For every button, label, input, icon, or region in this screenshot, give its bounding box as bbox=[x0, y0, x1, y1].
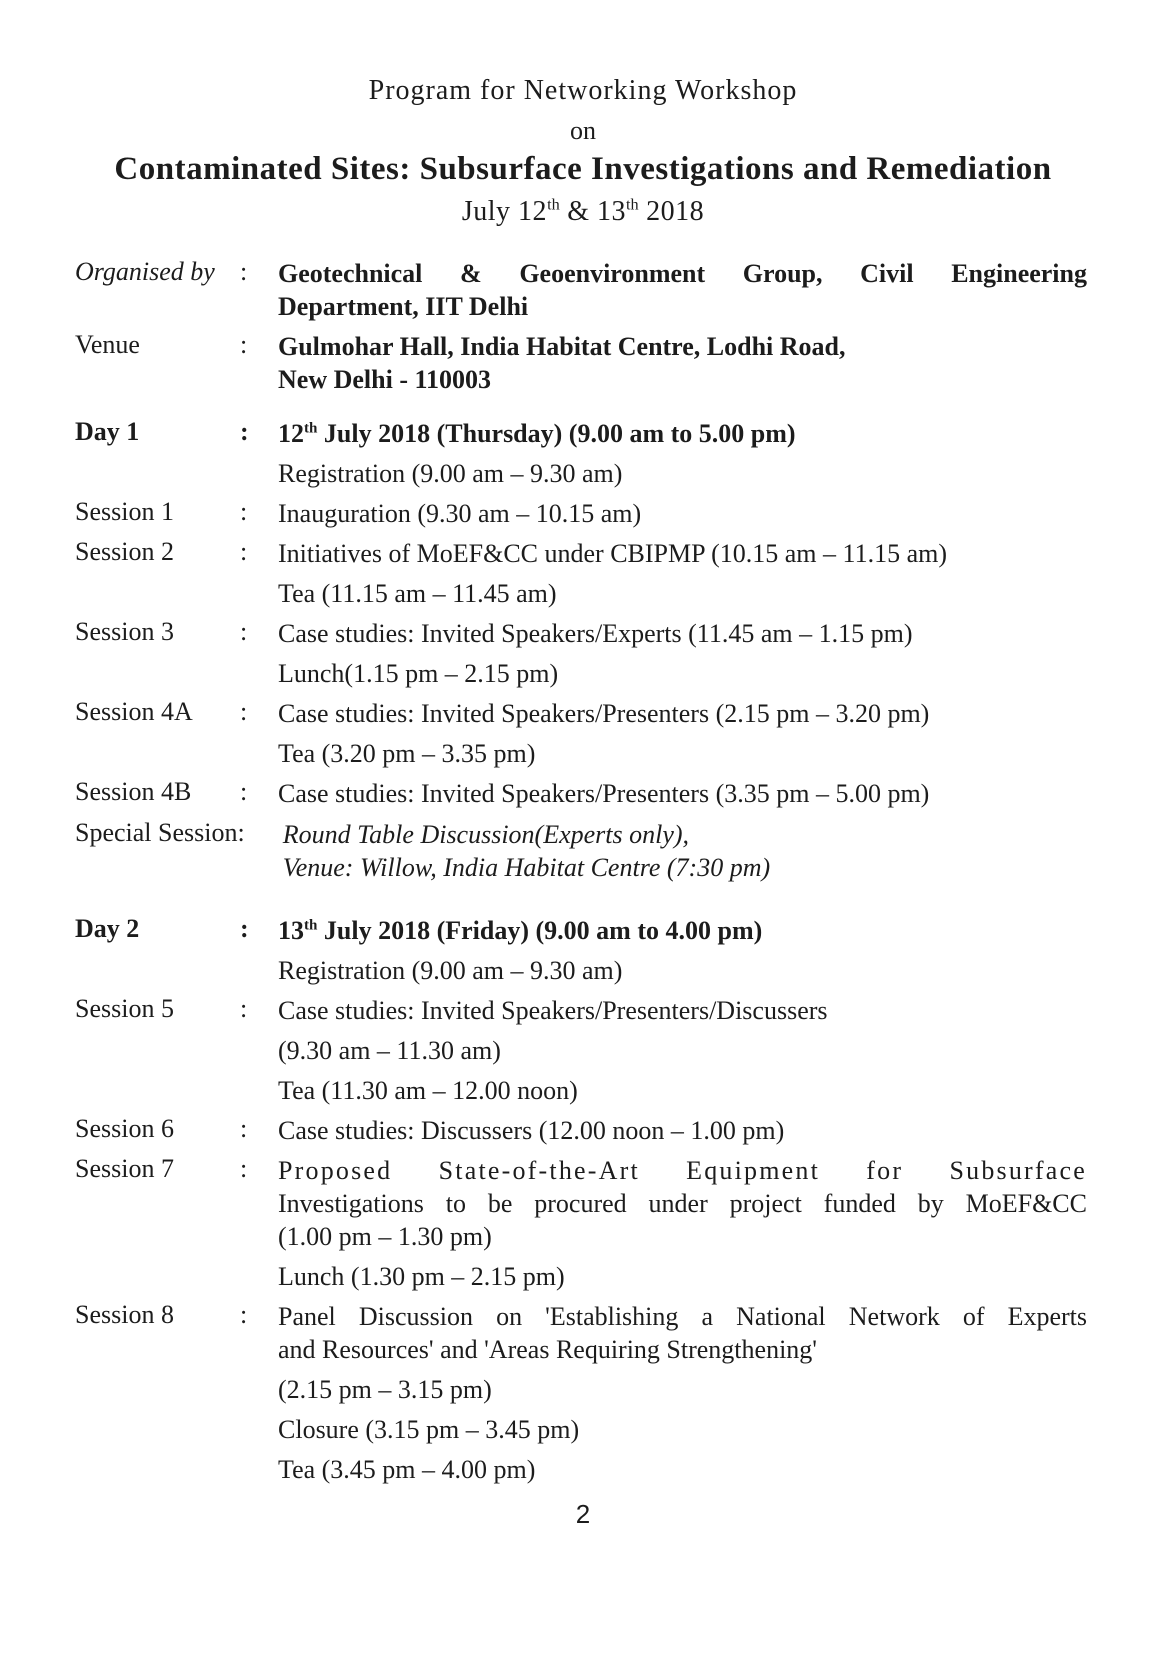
row-label bbox=[75, 457, 240, 490]
schedule-line: Registration (9.00 am – 9.30 am) bbox=[278, 459, 623, 488]
schedule-line: New Delhi - 110003 bbox=[278, 365, 492, 394]
row-label bbox=[75, 1074, 240, 1107]
row-label bbox=[75, 1413, 240, 1446]
row-content bbox=[278, 1154, 1087, 1253]
schedule-line: (1.00 pm – 1.30 pm) bbox=[278, 1222, 492, 1251]
row-content bbox=[278, 994, 1087, 1027]
row-content bbox=[283, 818, 1087, 884]
row-colon: : bbox=[240, 914, 249, 943]
row-content bbox=[278, 457, 1087, 490]
row-content bbox=[278, 954, 1087, 987]
row-label: Venue bbox=[75, 330, 140, 359]
row-label: Session 8 bbox=[75, 1300, 174, 1329]
session-4a-row bbox=[75, 697, 1087, 730]
ordinal-suffix: th bbox=[304, 420, 318, 437]
row-label: Special Session: bbox=[75, 818, 245, 847]
ordinal-suffix: th bbox=[304, 917, 318, 934]
tea-row bbox=[75, 577, 1087, 610]
day-1-row bbox=[75, 417, 1087, 450]
row-content bbox=[278, 1413, 1087, 1446]
workshop-date bbox=[0, 195, 1166, 229]
row-colon: : bbox=[240, 330, 248, 359]
schedule-line: Closure (3.15 pm – 3.45 pm) bbox=[278, 1415, 580, 1444]
schedule-line: Tea (11.30 am – 12.00 noon) bbox=[278, 1076, 578, 1105]
text-part: July 2018 (Friday) (9.00 am to 4.00 pm) bbox=[317, 916, 763, 945]
row-content bbox=[278, 1074, 1087, 1107]
lunch-row bbox=[75, 1260, 1087, 1293]
schedule-line: Venue: Willow, India Habitat Centre (7:30 pm) bbox=[282, 853, 771, 882]
date-text-part: 2018 bbox=[638, 196, 705, 227]
text-part: 13 bbox=[278, 916, 304, 945]
tea-row bbox=[75, 737, 1087, 770]
row-label: Day 1 bbox=[75, 417, 140, 446]
schedule-line: Lunch (1.30 pm – 2.15 pm) bbox=[278, 1262, 565, 1291]
schedule-line: Inauguration (9.30 am – 10.15 am) bbox=[278, 499, 642, 528]
row-content bbox=[278, 1453, 1087, 1486]
row-content bbox=[278, 1300, 1087, 1366]
schedule-line: Proposed State-of-the-Art Equipment for Subsurface bbox=[278, 1156, 1087, 1185]
row-label bbox=[75, 1034, 240, 1067]
registration-row bbox=[75, 457, 1087, 490]
row-colon: : bbox=[240, 1300, 248, 1329]
closure-row bbox=[75, 1413, 1087, 1446]
ordinal-suffix: th bbox=[625, 195, 639, 214]
row-colon bbox=[240, 1453, 278, 1486]
row-content bbox=[278, 497, 1087, 530]
schedule-line: (9.30 am – 11.30 am) bbox=[278, 1036, 501, 1065]
row-content bbox=[278, 330, 1087, 396]
header-line-1: Program for Networking Workshop bbox=[368, 75, 798, 106]
row-colon: : bbox=[240, 617, 248, 646]
session-8-time-row bbox=[75, 1373, 1087, 1406]
schedule-line: Registration (9.00 am – 9.30 am) bbox=[278, 956, 623, 985]
session-5-time-row bbox=[75, 1034, 1087, 1067]
row-colon: : bbox=[240, 537, 248, 566]
schedule-line: Tea (3.45 pm – 4.00 pm) bbox=[278, 1455, 536, 1484]
document-header bbox=[0, 0, 1166, 229]
date-text-part: July 12 bbox=[461, 196, 548, 227]
schedule-line: Round Table Discussion(Experts only), bbox=[282, 820, 690, 849]
row-colon bbox=[240, 1373, 278, 1406]
schedule-line: Case studies: Invited Speakers/Presenters/Discussers bbox=[278, 996, 828, 1025]
date-text-part: & 13 bbox=[559, 196, 626, 227]
tea-row bbox=[75, 1074, 1087, 1107]
row-label bbox=[75, 1373, 240, 1406]
row-label: Session 1 bbox=[75, 497, 174, 526]
schedule-line: Case studies: Invited Speakers/Experts (11.45 am – 1.15 pm) bbox=[278, 619, 913, 648]
row-colon: : bbox=[240, 1114, 248, 1143]
row-colon bbox=[245, 818, 283, 884]
schedule-line: Case studies: Discussers (12.00 noon – 1.00 pm) bbox=[278, 1116, 785, 1145]
row-colon: : bbox=[240, 697, 248, 726]
row-colon: : bbox=[240, 1154, 248, 1183]
row-colon: : bbox=[240, 994, 248, 1023]
text-part: 12 bbox=[278, 419, 304, 448]
registration-row bbox=[75, 954, 1087, 987]
row-colon bbox=[240, 954, 278, 987]
row-content bbox=[278, 1260, 1087, 1293]
page-number: 2 bbox=[575, 1499, 591, 1529]
session-3-row bbox=[75, 617, 1087, 650]
workshop-title: Contaminated Sites: Subsurface Investigations and Remediation bbox=[114, 151, 1052, 187]
row-label bbox=[75, 577, 240, 610]
ordinal-suffix: th bbox=[547, 195, 560, 214]
row-label bbox=[75, 737, 240, 770]
session-4b-row bbox=[75, 777, 1087, 810]
row-content bbox=[278, 417, 1087, 450]
row-content bbox=[278, 257, 1087, 323]
schedule-line bbox=[278, 914, 1087, 947]
row-content bbox=[278, 1114, 1087, 1147]
row-colon: : bbox=[240, 777, 248, 806]
schedule-line: Tea (3.20 pm – 3.35 pm) bbox=[278, 739, 536, 768]
schedule-line: Investigations to be procured under project funded by MoEF&CC bbox=[278, 1189, 1087, 1218]
row-label bbox=[75, 657, 240, 690]
row-label: Session 2 bbox=[75, 537, 174, 566]
row-colon bbox=[240, 737, 278, 770]
row-content bbox=[278, 657, 1087, 690]
row-content bbox=[278, 737, 1087, 770]
schedule-line bbox=[278, 417, 1087, 450]
text-part: July 2018 (Thursday) (9.00 am to 5.00 pm) bbox=[317, 419, 796, 448]
schedule-line: Initiatives of MoEF&CC under CBIPMP (10.15 am – 11.15 am) bbox=[278, 539, 947, 568]
schedule-line: Case studies: Invited Speakers/Presenters (3.35 pm – 5.00 pm) bbox=[278, 779, 930, 808]
schedule-list bbox=[0, 257, 1166, 1486]
schedule-line: (2.15 pm – 3.15 pm) bbox=[278, 1375, 492, 1404]
session-5-row bbox=[75, 994, 1087, 1027]
row-colon bbox=[240, 1074, 278, 1107]
document-footer bbox=[0, 1498, 1166, 1591]
schedule-line: and Resources' and 'Areas Requiring Strengthening' bbox=[278, 1335, 817, 1364]
row-label: Session 4B bbox=[75, 777, 192, 806]
row-content bbox=[278, 537, 1087, 570]
row-content bbox=[278, 1034, 1087, 1067]
special-session-row bbox=[75, 818, 1087, 884]
lunch-row bbox=[75, 657, 1087, 690]
row-colon bbox=[240, 1413, 278, 1446]
info-row-venue bbox=[75, 330, 1087, 396]
row-content bbox=[278, 617, 1087, 650]
row-label: Session 6 bbox=[75, 1114, 174, 1143]
row-colon bbox=[240, 457, 278, 490]
schedule-line: Case studies: Invited Speakers/Presenters (2.15 pm – 3.20 pm) bbox=[278, 699, 930, 728]
schedule-line: Tea (11.15 am – 11.45 am) bbox=[278, 579, 557, 608]
row-label: Session 7 bbox=[75, 1154, 174, 1183]
schedule-line: Department, IIT Delhi bbox=[278, 292, 529, 321]
row-content bbox=[278, 914, 1087, 947]
row-colon: : bbox=[240, 497, 248, 526]
row-content bbox=[278, 777, 1087, 810]
row-label: Session 4A bbox=[75, 697, 193, 726]
row-label: Day 2 bbox=[75, 914, 140, 943]
schedule-line: Panel Discussion on 'Establishing a National Network of Experts bbox=[278, 1302, 1087, 1331]
schedule-line: Geotechnical & Geoenvironment Group, Civil Engineering bbox=[278, 259, 1087, 288]
header-line-2: on bbox=[570, 116, 596, 145]
row-label bbox=[75, 1453, 240, 1486]
day-2-row bbox=[75, 914, 1087, 947]
session-6-row bbox=[75, 1114, 1087, 1147]
row-label: Session 3 bbox=[75, 617, 174, 646]
info-row-organised-by bbox=[75, 257, 1087, 323]
row-colon: : bbox=[240, 417, 249, 446]
session-2-row bbox=[75, 537, 1087, 570]
row-content bbox=[278, 1373, 1087, 1406]
schedule-line: Gulmohar Hall, India Habitat Centre, Lodhi Road, bbox=[278, 332, 846, 361]
row-content bbox=[278, 577, 1087, 610]
session-7-row bbox=[75, 1154, 1087, 1253]
row-label: Organised by bbox=[75, 257, 215, 286]
row-colon bbox=[240, 657, 278, 690]
schedule-line: Lunch(1.15 pm – 2.15 pm) bbox=[278, 659, 559, 688]
row-content bbox=[278, 697, 1087, 730]
row-label bbox=[75, 1260, 240, 1293]
row-colon: : bbox=[240, 257, 248, 286]
tea-row bbox=[75, 1453, 1087, 1486]
row-colon bbox=[240, 577, 278, 610]
session-8-row bbox=[75, 1300, 1087, 1366]
row-colon bbox=[240, 1260, 278, 1293]
row-colon bbox=[240, 1034, 278, 1067]
row-label: Session 5 bbox=[75, 994, 174, 1023]
session-1-row bbox=[75, 497, 1087, 530]
row-label bbox=[75, 954, 240, 987]
